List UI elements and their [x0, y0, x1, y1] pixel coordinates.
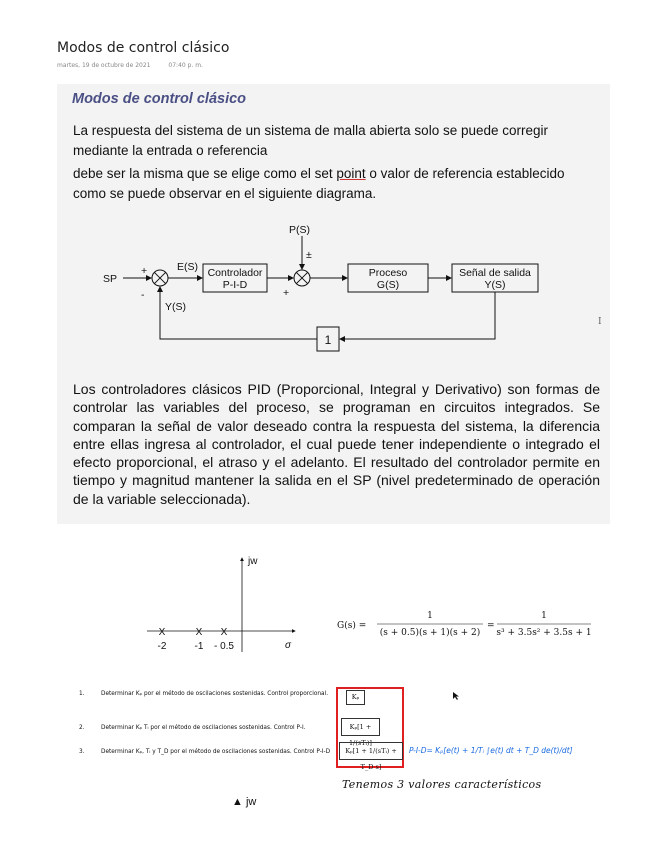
summer2-plus: +	[283, 287, 290, 299]
error-signal-label: E(S)	[177, 261, 198, 273]
output-label: Señal de salida	[459, 267, 531, 279]
underlined-word-point: point	[336, 166, 366, 181]
task-number: 3.	[79, 749, 85, 755]
page-date: martes, 19 de octubre de 2021	[57, 62, 151, 69]
second-plot-axis-label: ▲ jw	[232, 796, 257, 808]
formula-pi: Kₚ[1 + 1/(sTᵢ)]	[341, 718, 380, 736]
imaginary-axis-label: jw	[248, 556, 258, 567]
pole-marker: X	[220, 627, 228, 638]
task-number: 1.	[79, 691, 85, 697]
feedback-signal-label: Y(S)	[165, 301, 186, 313]
pole-label: -2	[157, 641, 167, 652]
tf-numerator-2: 1	[541, 611, 547, 621]
formula-pid: Kₚ[1 + 1/(sTᵢ) + T_D s]	[339, 742, 403, 760]
handwritten-note: Tenemos 3 valores característicos	[342, 778, 542, 791]
pole-marker: X	[158, 627, 166, 638]
page-title: Modos de control clásico	[57, 40, 230, 56]
disturbance-label: P(S)	[289, 224, 310, 236]
paragraph-open-loop: La respuesta del sistema de un sistema de malla abierta solo se puede corregir mediante la entrada o referencia	[73, 123, 549, 158]
transfer-function	[337, 604, 597, 644]
page-datetime	[57, 62, 219, 69]
tf-lhs: G(s) =	[337, 621, 367, 631]
tf-numerator-1: 1	[427, 611, 433, 621]
task-item-2	[79, 725, 306, 731]
tf-denominator-2: s³ + 3.5s² + 3.5s + 1	[496, 628, 592, 638]
feedback-path-top	[340, 292, 495, 339]
page-time: 07:40 p. m.	[168, 62, 203, 69]
handwritten-pid-equation: P-I-D= Kₚ[e(t) + 1/Tᵢ ∫e(t) dt + T_D de(t)/dt]	[409, 746, 573, 755]
summer1-minus: -	[141, 289, 145, 301]
paragraph-set-point-start: debe ser la misma que se elige como el set	[73, 166, 337, 181]
task-text: Determinar Kₚ Tᵢ por el método de oscilaciones sostenidas. Control P-I.	[101, 725, 306, 731]
task-item-3	[79, 749, 330, 755]
slide-exercise	[57, 538, 610, 838]
paragraph-set-point-end: o valor de referencia establecido como se puede observar en el siguiente diagrama.	[73, 166, 565, 201]
tf-denominator-1: (s + 0.5)(s + 1)(s + 2)	[379, 628, 481, 638]
formula-proportional: Kₚ	[346, 690, 365, 705]
real-axis-label: σ	[285, 640, 292, 651]
pole-marker: X	[195, 627, 203, 638]
process-label: Proceso	[368, 267, 408, 279]
disturbance-sign: ±	[306, 249, 312, 261]
paragraph-set-point	[73, 164, 598, 203]
task-text: Determinar Kₚ por el método de oscilaciones sostenidas. Control proporcional.	[101, 691, 329, 697]
pole-label: - 0.5	[213, 641, 235, 652]
feedback-path-return	[160, 287, 317, 339]
controller-label: Controlador	[207, 267, 263, 279]
pole-label: -1	[194, 641, 204, 652]
setpoint-label: SP	[103, 273, 118, 285]
controller-type: P-I-D	[222, 279, 248, 291]
mouse-pointer-icon	[453, 692, 461, 700]
task-text: Determinar Kₚ, Tᵢ y T_D por el método de oscilaciones sostenidas. Control P-I-D	[101, 749, 331, 755]
output-signal: Y(S)	[484, 279, 506, 291]
text-cursor-icon: I	[598, 317, 602, 327]
slide-heading: Modos de control clásico	[72, 91, 247, 107]
tf-equals: =	[487, 621, 495, 631]
slide-classic-control-modes	[57, 84, 610, 524]
feedback-gain: 1	[324, 333, 332, 347]
process-transfer: G(S)	[376, 279, 400, 291]
paragraph-pid-description: Los controladores clásicos PID (Proporcional, Integral y Derivativo) son formas de controlar las variables del proceso, se programan en circuitos integrados. Se comparan la señal de valor deseado contra la respuesta del sistema, la diferencia entre ellas ingresa al controlador, el cual puede tener independiente o integrado el efecto proporcional, el atraso y el adelanto. El resultado del controlador permite en tiempo y magnitud mantener la salida en el SP (nivel predeterminado de operación de la variable seleccionada).	[73, 381, 600, 507]
summer1-plus: +	[141, 265, 148, 277]
task-item-1	[79, 691, 328, 697]
pole-zero-plot	[117, 552, 317, 652]
task-number: 2.	[79, 725, 85, 731]
block-diagram	[97, 218, 577, 358]
